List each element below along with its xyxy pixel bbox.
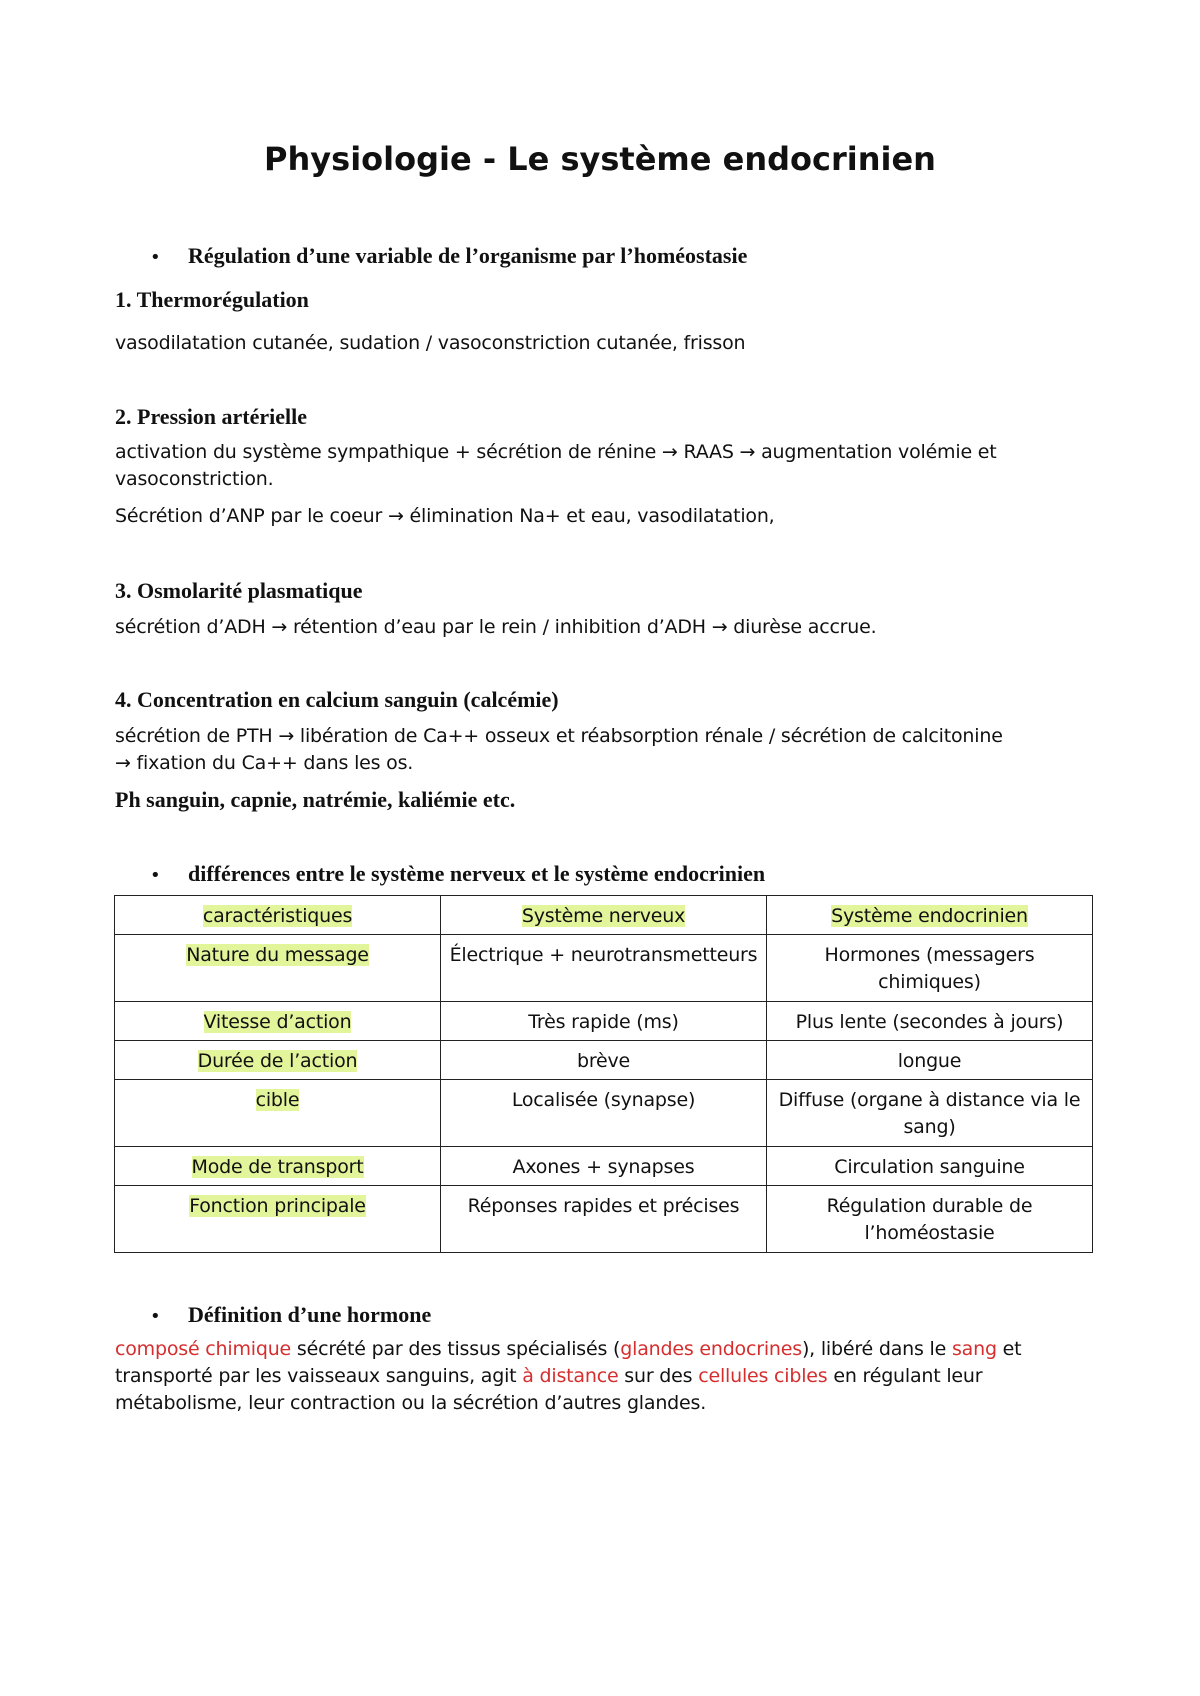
item-text-line: Sécrétion d’ANP par le coeur → élimination Na+ et eau, vasodilatation,	[115, 505, 775, 527]
section-heading-hormone: Définition d’une hormone	[188, 1302, 432, 1327]
table-cell: Diffuse (organe à distance via le sang)	[767, 1080, 1093, 1147]
table-cell: Circulation sanguine	[767, 1147, 1093, 1186]
table-header-cell	[441, 896, 767, 935]
table-cell	[115, 1186, 441, 1253]
table-cell	[115, 1080, 441, 1147]
table-cell: Axones + synapses	[441, 1147, 767, 1186]
row-label: Durée de l’action	[197, 1050, 358, 1072]
table-cell: brève	[441, 1041, 767, 1080]
table-row	[115, 1147, 1093, 1186]
row-label: Nature du message	[186, 944, 369, 966]
header-label: Système endocrinien	[831, 905, 1028, 927]
table-cell	[115, 1041, 441, 1080]
section-heading-differences: différences entre le système nerveux et le système endocrinien	[188, 861, 766, 886]
row-label: Mode de transport	[191, 1156, 364, 1178]
definition-segment: cellules cibles	[698, 1365, 828, 1387]
table-row	[115, 1002, 1093, 1041]
definition-segment: en régulant leur métabolisme, leur contraction ou la sécrétion d’autres glandes.	[115, 1365, 983, 1414]
table-header-cell	[767, 896, 1093, 935]
table-cell: Localisée (synapse)	[441, 1080, 767, 1147]
table-row	[115, 1186, 1093, 1253]
item-heading-calcemie: 4. Concentration en calcium sanguin (calcémie)	[115, 687, 559, 712]
hormone-definition	[115, 1336, 1075, 1417]
item-text-line: activation du système sympathique + sécrétion de rénine → RAAS → augmentation volémie et	[115, 441, 997, 463]
table-header-cell	[115, 896, 441, 935]
definition-segment: glandes endocrines	[620, 1338, 802, 1360]
table-row	[115, 935, 1093, 1002]
definition-segment: ), libéré dans le	[801, 1338, 952, 1360]
table-cell	[115, 935, 441, 1002]
table-header-row	[115, 896, 1093, 935]
header-label: caractéristiques	[202, 905, 353, 927]
table-cell: Réponses rapides et précises	[441, 1186, 767, 1253]
definition-segment: sécrété par des tissus spécialisés (	[291, 1338, 621, 1360]
page-title: Physiologie - Le système endocrinien	[264, 140, 936, 178]
table-row	[115, 1080, 1093, 1147]
row-label: cible	[255, 1089, 300, 1111]
table-cell: Plus lente (secondes à jours)	[767, 1002, 1093, 1041]
item-heading-pression: 2. Pression artérielle	[115, 404, 308, 429]
table-cell: Hormones (messagers chimiques)	[767, 935, 1093, 1002]
definition-segment: à distance	[522, 1365, 619, 1387]
definition-segment: sur des	[618, 1365, 699, 1387]
row-label: Fonction principale	[189, 1195, 366, 1217]
table-cell: Électrique + neurotransmetteurs	[441, 935, 767, 1002]
item-text-line: sécrétion d’ADH → rétention d’eau par le rein / inhibition d’ADH → diurèse accrue.	[115, 616, 877, 638]
item-heading-thermoregulation: 1. Thermorégulation	[115, 287, 309, 312]
header-label: Système nerveux	[521, 905, 686, 927]
definition-segment: composé chimique	[115, 1338, 292, 1360]
bullet-marker: •	[150, 247, 161, 268]
definition-segment: sang	[951, 1338, 997, 1360]
section-heading-homeostasie: Régulation d’une variable de l’organisme par l’homéostasie	[188, 243, 748, 268]
table-row	[115, 1041, 1093, 1080]
table-cell: Très rapide (ms)	[441, 1002, 767, 1041]
definition-segment: et transporté par les vaisseaux sanguins, agit	[115, 1338, 1022, 1387]
bullet-marker: •	[150, 865, 161, 886]
item-text-line: vasoconstriction.	[115, 468, 274, 490]
table-cell	[115, 1147, 441, 1186]
row-label: Vitesse d’action	[203, 1011, 352, 1033]
table-cell	[115, 1002, 441, 1041]
item-text-line: vasodilatation cutanée, sudation / vasoconstriction cutanée, frisson	[115, 332, 746, 354]
item-heading-osmolarite: 3. Osmolarité plasmatique	[115, 578, 363, 603]
item-text-line: sécrétion de PTH → libération de Ca++ osseux et réabsorption rénale / sécrétion de calcitonine	[115, 725, 1003, 747]
item-text-line: → fixation du Ca++ dans les os.	[115, 752, 414, 774]
table-cell: longue	[767, 1041, 1093, 1080]
comparison-table	[114, 895, 1093, 1253]
extra-variables: Ph sanguin, capnie, natrémie, kaliémie etc.	[115, 787, 516, 812]
bullet-marker: •	[150, 1306, 161, 1327]
table-cell: Régulation durable de l’homéostasie	[767, 1186, 1093, 1253]
